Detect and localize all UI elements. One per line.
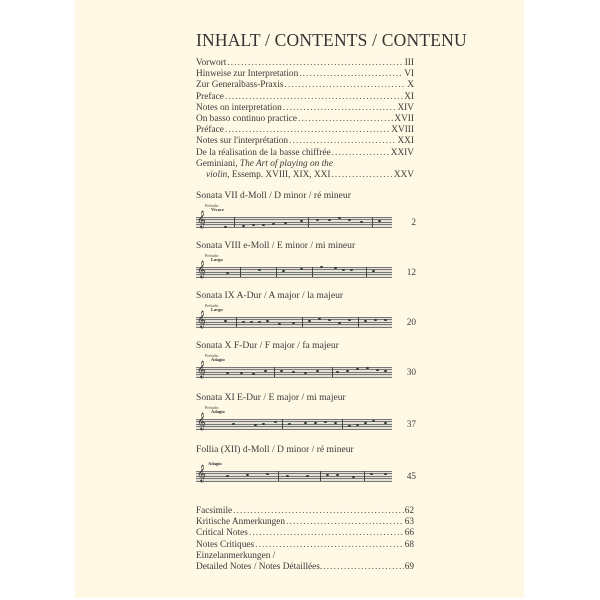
sonata-entry[interactable] xyxy=(196,190,416,233)
toc-entry[interactable]: Zur Generalbass-Praxis . . . X xyxy=(196,80,414,91)
toc-entry[interactable]: On basso continuo practice . . . XVII xyxy=(196,114,414,125)
leader-dots xyxy=(233,506,404,517)
music-incipit: Preludio Vivace 𝄞 2 xyxy=(197,203,416,228)
toc-entry[interactable]: Notes on interpretation . . . XIV xyxy=(196,103,414,114)
page-number: 30 xyxy=(406,368,416,378)
page-number: 45 xyxy=(406,472,416,482)
page-number: 12 xyxy=(406,268,416,278)
leader-dots xyxy=(331,170,392,181)
leader-dots xyxy=(227,58,403,69)
toc-front-matter xyxy=(196,58,414,181)
treble-clef-icon: 𝄞 xyxy=(197,312,206,328)
leader-dots xyxy=(298,114,393,125)
sonata-heading: Follia (XII) d-Moll / D minor / ré mineur xyxy=(196,444,354,455)
treble-clef-icon: 𝄞 xyxy=(197,362,206,378)
sonata-entry[interactable] xyxy=(196,290,416,333)
leader-dots xyxy=(299,69,403,80)
toc-back-matter xyxy=(196,506,414,573)
leader-dots xyxy=(332,148,390,159)
sonata-heading: Sonata VIII e-Moll / E minor / mi mineur xyxy=(196,240,356,251)
treble-clef-icon: 𝄞 xyxy=(197,466,206,482)
sonata-heading: Sonata IX A-Dur / A major / la majeur xyxy=(196,290,344,301)
page-number: 37 xyxy=(406,420,416,430)
sonata-entry[interactable] xyxy=(196,444,416,487)
leader-dots xyxy=(283,103,397,114)
leader-dots xyxy=(225,92,403,103)
music-incipit: Preludio Adagio 𝄞 30 xyxy=(197,353,416,378)
toc-entry[interactable]: Hinweise zur Interpretation . . . VI xyxy=(196,69,414,80)
treble-clef-icon: 𝄞 xyxy=(197,212,206,228)
sonata-entry[interactable] xyxy=(196,340,416,383)
treble-clef-icon: 𝄞 xyxy=(197,414,206,430)
music-incipit: Adagio 𝄞 45 xyxy=(197,461,416,482)
sonata-heading: Sonata XI E-Dur / E major / mi majeur xyxy=(196,392,346,403)
toc-entry[interactable]: Notes sur l'interprétation . . . XXI xyxy=(196,136,414,147)
leader-dots xyxy=(289,136,396,147)
toc-entry[interactable]: Einzelanmerkungen / xyxy=(196,550,276,561)
toc-entry[interactable]: Facsimile . . . 62 xyxy=(196,506,414,517)
music-incipit: Preludio Largo 𝄞 20 xyxy=(197,303,416,328)
leader-dots xyxy=(255,540,404,551)
leader-dots xyxy=(249,528,404,539)
leader-dots xyxy=(286,517,404,528)
toc-entry[interactable]: Preface . . . XI xyxy=(196,92,414,103)
sonata-entry[interactable] xyxy=(196,240,416,283)
toc-entry[interactable]: Detailed Notes / Notes Détaillées. . . . 69 xyxy=(196,562,414,573)
leader-dots xyxy=(285,80,407,91)
music-incipit: Preludio Largo 𝄞 12 xyxy=(197,253,416,278)
toc-entry[interactable]: Notes Critiques . . . 68 xyxy=(196,540,414,551)
toc-entry[interactable]: De la réalisation de la basse chiffrée . . . XXIV xyxy=(196,148,414,159)
sonata-heading: Sonata X F-Dur / F major / fa majeur xyxy=(196,340,339,351)
toc-entry[interactable]: Vorwort . . . III xyxy=(196,58,414,69)
toc-entry[interactable]: Préface . . . XVIII xyxy=(196,125,414,136)
page-title: INHALT / CONTENTS / CONTENU xyxy=(196,30,467,50)
sonata-heading: Sonata VII d-Moll / D minor / ré mineur xyxy=(196,190,351,201)
page-number: 20 xyxy=(406,318,416,328)
toc-entry[interactable]: Kritische Anmerkungen . . . 63 xyxy=(196,517,414,528)
leader-dots xyxy=(225,125,390,136)
toc-entry[interactable]: violin, Essemp. XVIII, XIX, XXI . . . XXV xyxy=(196,170,414,181)
toc-entry[interactable]: Geminiani, The Art of playing on the xyxy=(196,158,333,169)
treble-clef-icon: 𝄞 xyxy=(197,262,206,278)
sonata-entry[interactable] xyxy=(196,392,416,435)
page-number: 2 xyxy=(411,218,416,228)
leader-dots xyxy=(323,562,403,573)
music-incipit: Preludio Adagio 𝄞 37 xyxy=(197,405,416,430)
toc-entry[interactable]: Critical Notes . . . 66 xyxy=(196,528,414,539)
